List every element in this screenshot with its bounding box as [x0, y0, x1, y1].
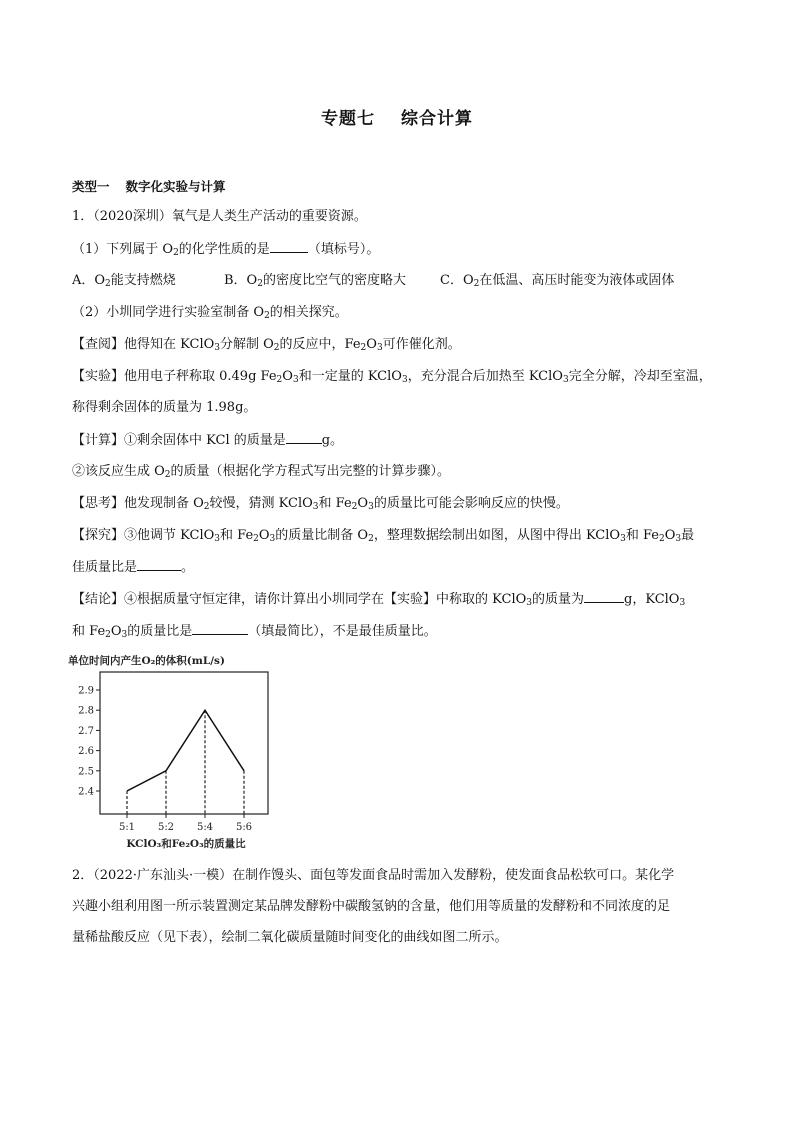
q2-stem-line1: 2．（2022·广东汕头·一模）在制作馒头、面包等发面食品时需加入发酵粉，使发面食品松软可口。某化学 — [72, 868, 675, 883]
q1-conclusion-2: 和 $Fe_2O_3$的质量比是 （填最简比），不是最佳质量比。 — [72, 624, 437, 640]
x-tick-label: 5:1 — [118, 822, 136, 833]
q1-options — [72, 272, 674, 290]
q1-experiment: 【实验】他用电子秤称取 0.49g $Fe_2O_3$和一定量的 KClO$_3$，充分混合后加热至 KClO$_3$完全分解，冷却至室温， — [72, 369, 712, 385]
q1-sub1: （1）下列属于 $O_2$的化学性质的是 （填标号）。 — [72, 242, 380, 258]
q1-sub2: （2）小圳同学进行实验室制备 $O_2$的相关探究。 — [72, 305, 348, 321]
q1-calc: 【计算】①剩余固体中 KCl 的质量是 g。 — [72, 433, 344, 448]
series-line — [127, 710, 244, 791]
option-c: C．$O_2$在低温、高压时能变为液体或固体 — [440, 273, 675, 289]
chart-title: 单位时间内产生O₂的体积(mL/s) — [68, 655, 225, 667]
x-tick-label: 5:2 — [157, 822, 175, 833]
section-heading: 类型一 数字化实验与计算 — [72, 179, 226, 194]
q2-stem-line3: 量稀盐酸反应（见下表），绘制二氧化碳质量随时间变化的曲线如图二所示。 — [72, 930, 508, 945]
q1-think: 【思考】他发现制备 $O_2$较慢，猜测 KClO$_3$和 $Fe_2O_3$的质量比可能会影响反应的快慢。 — [72, 496, 569, 512]
y-tick-label: 2.5 — [78, 766, 94, 778]
q1-explore: 【探究】③他调节 KClO$_3$和 $Fe_2O_3$的质量比制备 $O_2$，整理数据绘制出如图，从图中得出 KClO$_3$和 $Fe_2O_3$最 — [72, 528, 695, 544]
y-tick-label: 2.6 — [78, 746, 94, 758]
x-tick-label: 5:4 — [196, 822, 214, 833]
page-title: 专题七 综合计算 — [321, 109, 473, 129]
y-tick-label: 2.9 — [78, 685, 94, 697]
option-b: B．$O_2$的密度比空气的密度略大 — [224, 273, 406, 289]
y-tick-label: 2.7 — [78, 725, 94, 737]
y-tick-label: 2.4 — [78, 786, 94, 798]
q1-conclusion: 【结论】④根据质量守恒定律，请你计算出小圳同学在【实验】中称取的 KClO$_3$的质量为 g，KClO$_3$ — [72, 592, 686, 608]
y-tick-label: 2.8 — [78, 705, 94, 717]
o2-volume-chart — [68, 652, 318, 850]
q1-experiment-2: 称得剩余固体的质量为 1.98g。 — [72, 400, 257, 415]
option-a: A．$O_2$能支持燃烧 — [72, 273, 176, 289]
q2-stem-line2: 兴趣小组利用图一所示装置测定某品牌发酵粉中碳酸氢钠的含量，他们用等质量的发酵粉和不同浓度的足 — [72, 899, 671, 914]
q1-calc-2: ②该反应生成 $O_2$的质量（根据化学方程式写出完整的计算步骤）。 — [72, 464, 451, 480]
q1-explore-2: 佳质量比是 。 — [72, 560, 195, 575]
q1-stem: 1．（2020深圳）氧气是人类生产活动的重要资源。 — [72, 209, 367, 224]
x-tick-label: 5:6 — [235, 822, 253, 833]
q1-lookup: 【查阅】他得知在 KClO$_3$分解制 $O_2$的反应中，$Fe_2O_3$可作催化剂。 — [72, 337, 461, 353]
x-axis-label: KClO₃和Fe₂O₃的质量比 — [126, 838, 246, 850]
